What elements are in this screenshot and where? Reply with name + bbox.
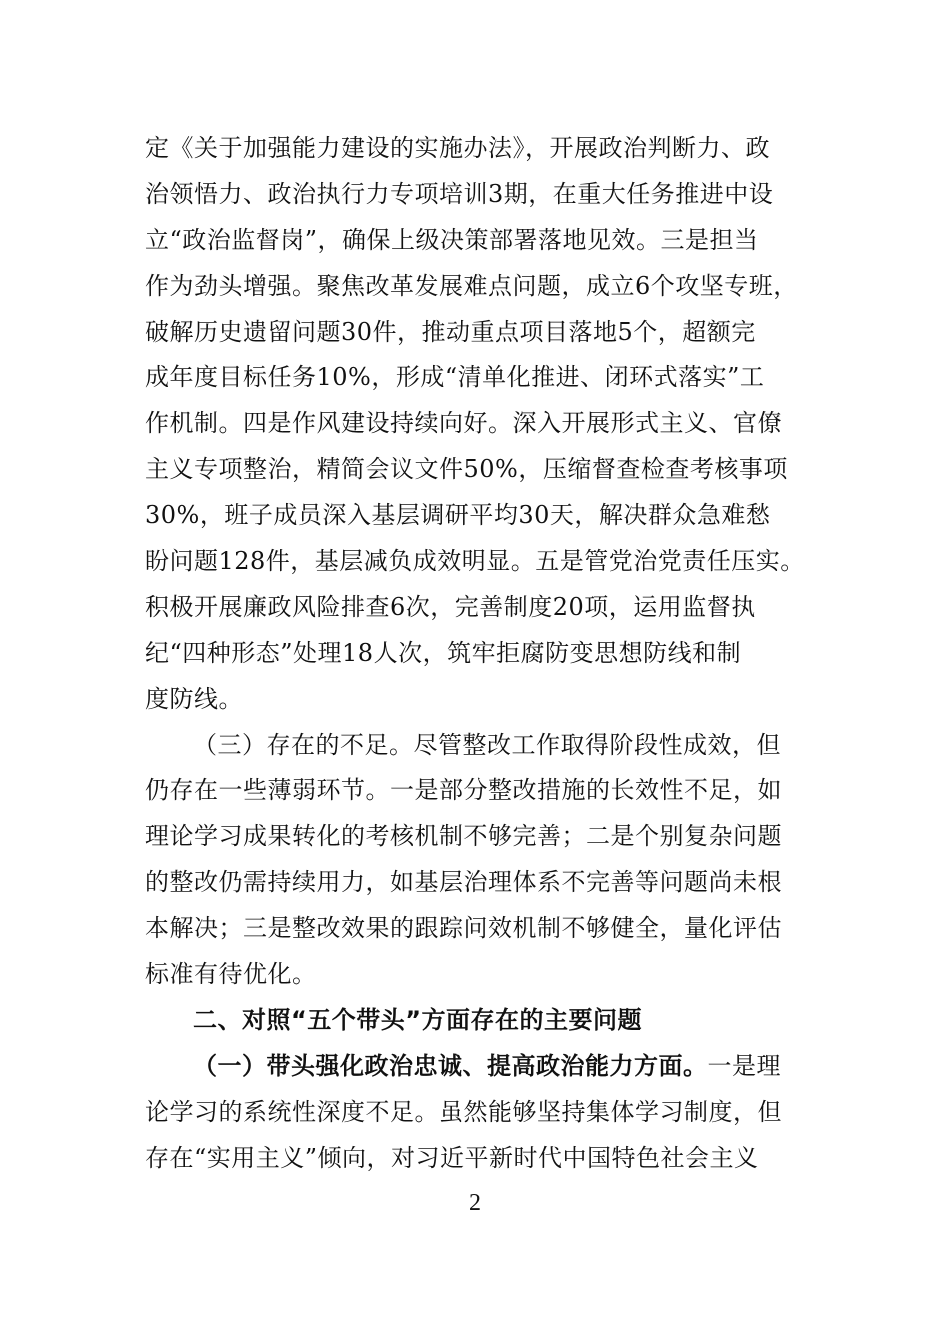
paragraph-political-loyalty: [145, 1044, 810, 1182]
text-line: 作机制。四是作风建设持续向好。深入开展形式主义、官僚: [145, 409, 782, 438]
text-line: 成年度目标任务10%，形成“清单化推进、闭环式落实”工: [145, 363, 765, 392]
text-line: 积极开展廉政风险排查6次，完善制度20项，运用监督执: [145, 592, 756, 621]
section-heading: 二、对照“五个带头”方面存在的主要问题: [193, 1005, 643, 1034]
text-line: 作为劲头增强。聚焦改革发展难点问题，成立6个攻坚专班，: [145, 271, 798, 300]
body-text: [145, 126, 810, 1181]
text-fragment: 一是理: [707, 1051, 781, 1080]
page-number: 2: [469, 1190, 481, 1216]
paragraph-achievements: [145, 126, 810, 723]
subsection-lead: （一）带头强化政治忠诚、提高政治能力方面。: [193, 1051, 708, 1080]
text-line: 仍存在一些薄弱环节。一是部分整改措施的长效性不足，如: [145, 776, 782, 805]
text-line: 破解历史遗留问题30件，推动重点项目落地5个，超额完: [145, 317, 756, 346]
text-line: 存在“实用主义”倾向，对习近平新时代中国特色社会主义: [145, 1143, 759, 1172]
text-line: （三）存在的不足。尽管整改工作取得阶段性成效，但: [193, 730, 781, 759]
text-line: 治领悟力、政治执行力专项培训3期，在重大任务推进中设: [145, 179, 774, 208]
text-line: 度防线。: [145, 684, 243, 713]
text-line: 定《关于加强能力建设的实施办法》，开展政治判断力、政: [145, 134, 770, 162]
text-line: 理论学习成果转化的考核机制不够完善；二是个别复杂问题: [145, 822, 782, 851]
text-line: 的整改仍需持续用力，如基层治理体系不完善等问题尚未根: [145, 868, 782, 897]
text-line: 本解决；三是整改效果的跟踪问效机制不够健全，量化评估: [145, 914, 782, 943]
text-line: [145, 1044, 810, 1090]
text-line: 主义专项整治，精简会议文件50%，压缩督查检查考核事项: [145, 455, 788, 484]
text-line: 盼问题128件，基层减负成效明显。五是管党治党责任压实。: [145, 547, 805, 576]
text-line: 标准有待优化。: [145, 960, 317, 989]
text-line: 论学习的系统性深度不足。虽然能够坚持集体学习制度，但: [145, 1097, 782, 1126]
text-line: 立“政治监督岗”，确保上级决策部署落地见效。三是担当: [145, 225, 759, 254]
paragraph-shortcomings: [145, 723, 810, 998]
text-line: 纪“四种形态”处理18人次，筑牢拒腐防变思想防线和制: [145, 638, 742, 667]
text-line: 30%，班子成员深入基层调研平均30天，解决群众急难愁: [145, 501, 771, 530]
